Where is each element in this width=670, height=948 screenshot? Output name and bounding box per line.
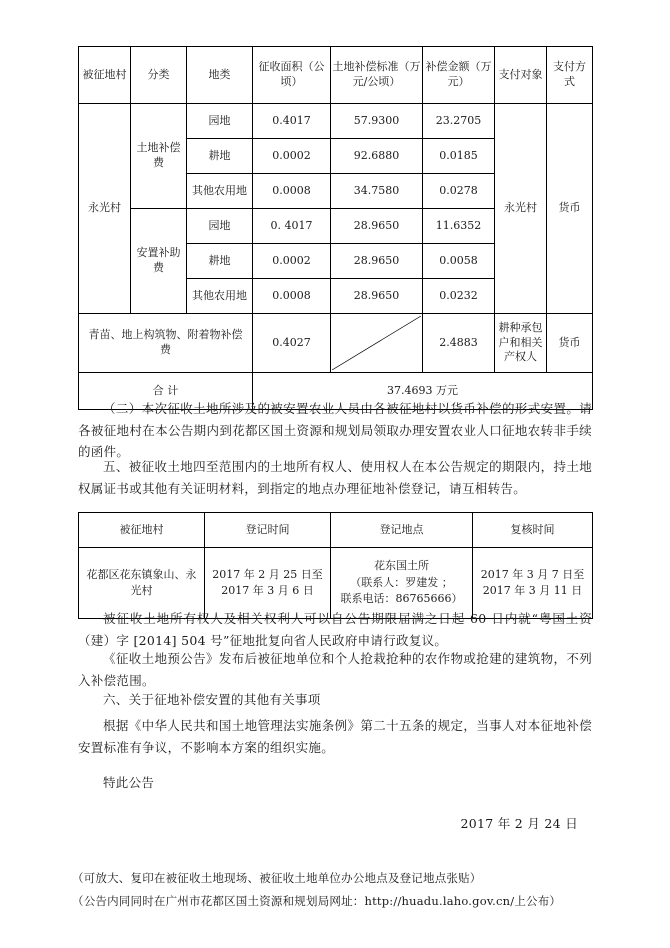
cell-pay-method: 货币 — [547, 104, 593, 314]
header-category: 分类 — [131, 47, 187, 104]
cell-total-value: 37.4693 万元 — [253, 373, 593, 410]
cell-area: 0.0008 — [253, 174, 331, 209]
cell-land-type: 耕地 — [187, 139, 253, 174]
cell-standard: 92.6880 — [331, 139, 423, 174]
reg-place-line3: 联系电话：86765666） — [340, 592, 463, 606]
reg-place-line1: 花东国土所 — [374, 559, 429, 573]
paragraph-announcement: 特此公告 — [103, 775, 155, 790]
header-standard: 土地补偿标准（万元/公顷） — [331, 47, 423, 104]
cell-extra-standard-empty — [331, 314, 423, 373]
footer-note-2: （公告内同同时在广州市花都区国土资源和规划局网址：http://huadu.laho.gov.cn/上公布） — [72, 894, 562, 908]
reg-header-village: 被征地村 — [79, 513, 205, 548]
header-land-type: 地类 — [187, 47, 253, 104]
registration-table — [78, 512, 592, 619]
cell-extra-pay-method: 货币 — [547, 314, 593, 373]
header-pay-method: 支付方式 — [547, 47, 593, 104]
paragraph-5: 五、被征收土地四至范围内的土地所有权人、使用权人在本公告规定的期限内，持土地权属证书或其他有关证明材料，到指定的地点办理征地补偿登记，请互相转告。 — [78, 459, 592, 496]
cell-standard: 28.9650 — [331, 209, 423, 244]
cell-pay-target: 永光村 — [495, 104, 547, 314]
reg-header-row — [79, 513, 593, 548]
cell-village: 永光村 — [79, 104, 131, 314]
cell-standard: 28.9650 — [331, 244, 423, 279]
header-area: 征收面积（公顷） — [253, 47, 331, 104]
cell-standard: 28.9650 — [331, 279, 423, 314]
cell-extra-area: 0.4027 — [253, 314, 331, 373]
cell-area: 0.0008 — [253, 279, 331, 314]
reg-header-place: 登记地点 — [331, 513, 473, 548]
cell-area: 0.4017 — [253, 104, 331, 139]
cell-category-land-comp: 土地补偿费 — [131, 104, 187, 209]
cell-total-label: 合 计 — [79, 373, 253, 410]
table-row — [79, 104, 593, 139]
cell-category-resettlement: 安置补助费 — [131, 209, 187, 314]
cell-land-type: 园地 — [187, 209, 253, 244]
paragraph-scope: 《征收土地预公告》发布后被征地单位和个人抢栽抢种的农作物或抢建的建筑物，不列入补偿范围。 — [78, 651, 592, 688]
land-compensation-table — [78, 46, 592, 410]
cell-extra-label: 青苗、地上构筑物、附着物补偿费 — [79, 314, 253, 373]
header-pay-target: 支付对象 — [495, 47, 547, 104]
cell-amount: 11.6352 — [423, 209, 495, 244]
cell-area: 0. 4017 — [253, 209, 331, 244]
paragraph-regulation: 根据《中华人民共和国土地管理法实施条例》第二十五条的规定，当事人对本征地补偿安置标准有争议，不影响本方案的组织实施。 — [78, 718, 592, 755]
cell-extra-amount: 2.4883 — [423, 314, 495, 373]
cell-land-type: 园地 — [187, 104, 253, 139]
header-amount: 补偿金额（万元） — [423, 47, 495, 104]
paragraph-6-heading: 六、关于征地补偿安置的其他有关事项 — [103, 692, 321, 707]
footer-note-1: （可放大、复印在被征收土地现场、被征收土地单位办公地点及登记地点张贴） — [72, 871, 482, 885]
cell-extra-pay-target: 耕种承包户和相关产权人 — [495, 314, 547, 373]
announcement-date: 2017 年 2 月 24 日 — [460, 816, 578, 831]
cell-area: 0.0002 — [253, 139, 331, 174]
cell-standard: 57.9300 — [331, 104, 423, 139]
reg-place-line2: （联系人：罗建发 ； — [350, 575, 453, 589]
cell-amount: 0.0278 — [423, 174, 495, 209]
reg-cell-village: 花都区花东镇象山、永光村 — [79, 548, 205, 619]
cell-amount: 0.0185 — [423, 139, 495, 174]
diagonal-strike-icon — [332, 316, 421, 370]
reg-header-review: 复核时间 — [473, 513, 593, 548]
cell-amount: 23.2705 — [423, 104, 495, 139]
cell-land-type: 其他农用地 — [187, 174, 253, 209]
cell-land-type: 其他农用地 — [187, 279, 253, 314]
cell-land-type: 耕地 — [187, 244, 253, 279]
table-header-row — [79, 47, 593, 104]
paragraph-2: （二）本次征收土地所涉及的被安置农业人员由各被征地村以货币补偿的形式安置。请各被征地村在本公告期内到花都区国土资源和规划局领取办理安置农业人口征地农转非手续的函件。 — [78, 401, 592, 459]
reg-header-time: 登记时间 — [205, 513, 331, 548]
table-row-extra — [79, 314, 593, 373]
cell-area: 0.0002 — [253, 244, 331, 279]
cell-amount: 0.0058 — [423, 244, 495, 279]
reg-cell-review: 2017 年 3 月 7 日至 2017 年 3 月 11 日 — [473, 548, 593, 619]
header-village: 被征地村 — [79, 47, 131, 104]
cell-standard: 34.7580 — [331, 174, 423, 209]
paragraph-review: 被征收土地所有权人及相关权利人可以自公告期限届满之日起 60 日内就“粤国土资（建）字 [2014] 504 号”征地批复向省人民政府申请行政复议。 — [78, 611, 592, 648]
reg-cell-time: 2017 年 2 月 25 日至 2017 年 3 月 6 日 — [205, 548, 331, 619]
cell-amount: 0.0232 — [423, 279, 495, 314]
